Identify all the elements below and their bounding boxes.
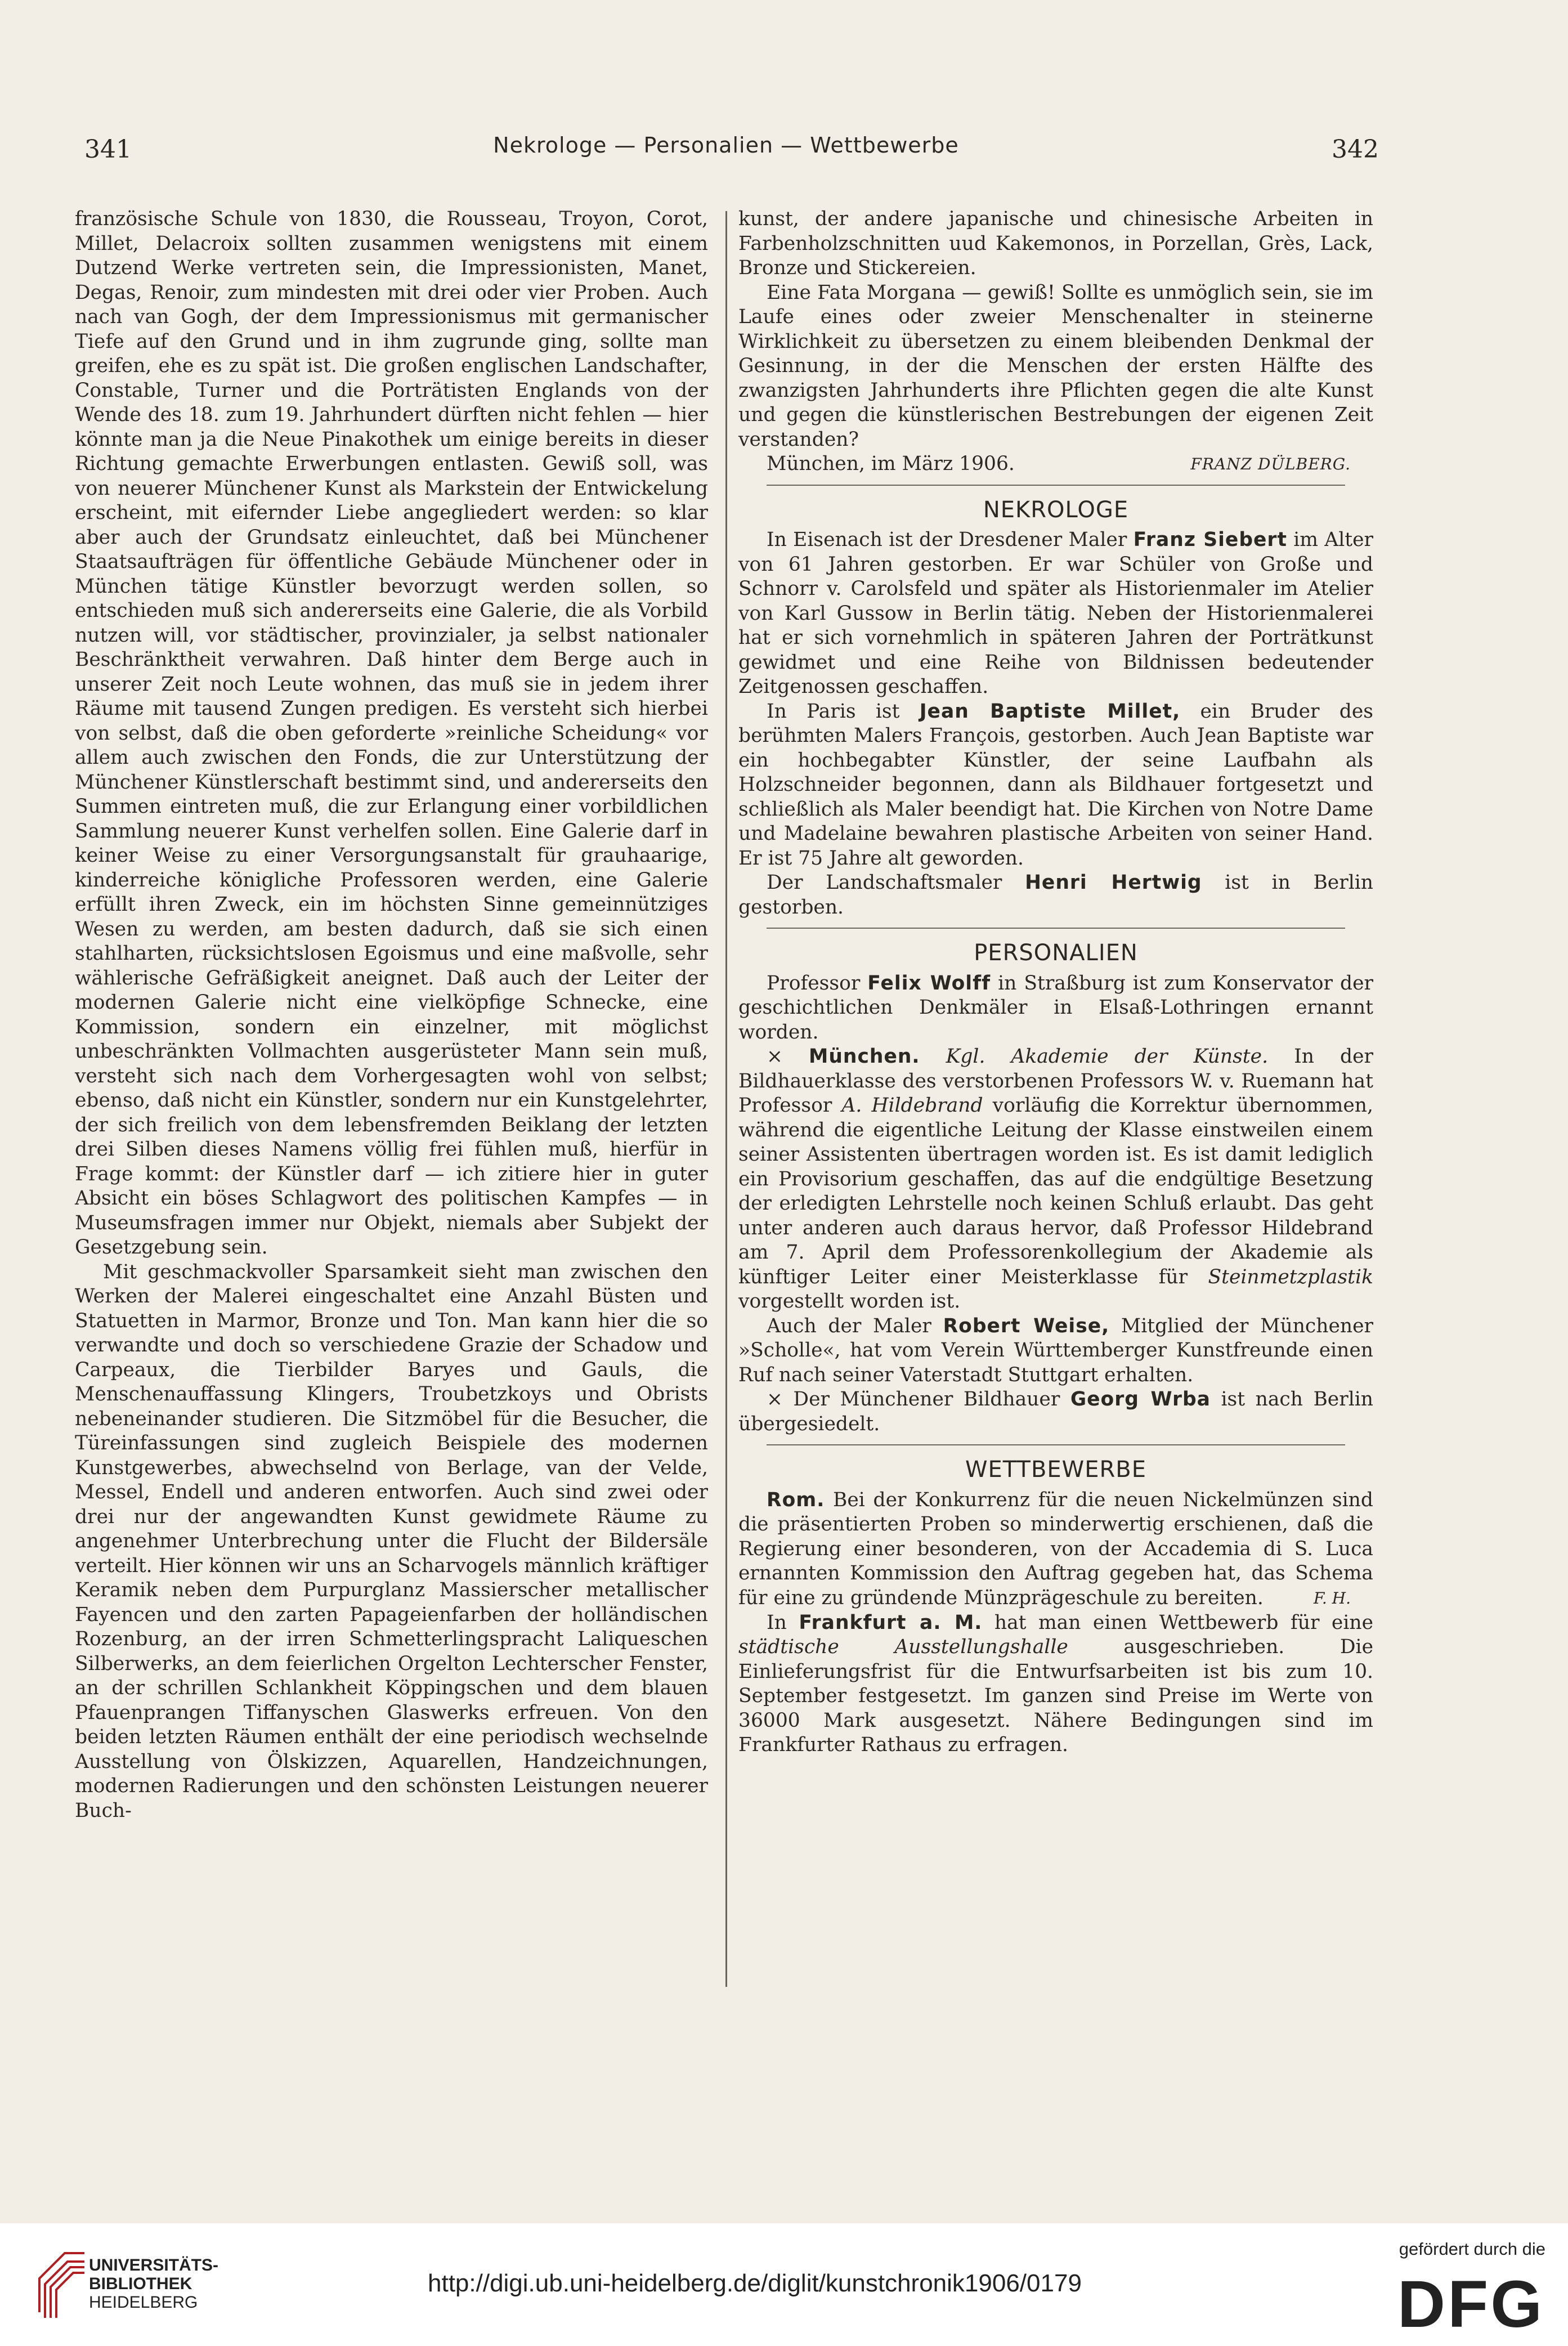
- section-divider: [767, 1444, 1345, 1445]
- person-name: Jean Baptiste Millet,: [919, 700, 1181, 723]
- competition-paragraph: In Frankfurt a. M. hat man einen Wettbewerb für eine städtische Ausstellungshalle ausgeschrieben. Die Einlieferungsfrist für die Entwurfsarbeiten ist bis zum 10. September festgesetzt. Im ganzen sind Preise im Werte von 36000 Mark ausgesetzt. Nähere Bedingungen sind im Frankfurter Rathaus zu erfragen.: [738, 1611, 1373, 1756]
- competition-paragraph: Rom. Bei der Konkurrenz für die neuen Nickelmünzen sind die präsentierten Proben so minderwertig erschienen, daß die Regierung einer besonderen, von der Accademia di S. Luca ernannten Kommission den Auftrag gegeben hat, das Schema für eine zu gründende Münzprägeschule zu bereiten.: [738, 1488, 1373, 1609]
- personalia-paragraph: Auch der Maler Robert Weise, Mitglied der Münchener »Scholle«, hat vom Verein Württemberger Kunstfreunde einen Ruf nach seiner Vaterstadt Stuttgart erhalten.: [738, 1314, 1374, 1386]
- section-divider: [767, 928, 1345, 929]
- body-paragraph: kunst, der andere japanische und chinesische Arbeiten in Farbenholzschnitten uud Kakemonos, in Porzellan, Grès, Lack, Bronze und Stickereien.: [738, 208, 1373, 279]
- digitization-footer: [0, 2223, 1568, 2346]
- person-name: Henri Hertwig: [1025, 871, 1202, 894]
- section-heading-wettbewerbe: WETTBEWERBE: [965, 1457, 1147, 1483]
- dateline: München, im März 1906.: [767, 453, 1015, 475]
- personalia-paragraph: × München. Kgl. Akademie der Künste. In der Bildhauerklasse des verstorbenen Professors W. v. Ruemann hat Professor A. Hildebrand vorläufig die Korrektur übernommen, während die eigentliche Leitung der Klasse einstweilen einem seiner Assistenten übertragen worden ist. Es ist damit lediglich ein Provisorium geschaffen, das auf die endgültige Besetzung der erledigten Lehrstelle noch keinen Schluß erlaubt. Das geht unter anderen auch daraus hervor, daß Professor Hildebrand am 7. April dem Professorenkollegium der Akademie als künftiger Leiter einer Meisterklasse für Steinmetzplastik vorgestellt worden ist.: [738, 1045, 1374, 1313]
- dfg-logo: DFG: [1397, 2267, 1544, 2341]
- author-initials: F. H.: [1313, 1589, 1351, 1608]
- running-title: Nekrologe — Personalien — Wettbewerbe: [493, 133, 959, 158]
- personalia-paragraph: Professor Felix Wolff in Straßburg ist zum Konservator der geschichtlichen Denkmäler in Elsaß-Lothringen ernannt worden.: [738, 971, 1373, 1044]
- right-column: [738, 207, 1373, 1758]
- city-name: Rom.: [767, 1488, 825, 1511]
- section-divider: [767, 485, 1345, 486]
- person-name: Felix Wolff: [867, 971, 991, 995]
- subject-name: Steinmetzplastik: [1208, 1265, 1373, 1288]
- person-name: A. Hildebrand: [841, 1094, 983, 1117]
- city-name: München.: [808, 1045, 920, 1068]
- library-name: UNIVERSITÄTS- BIBLIOTHEK HEIDELBERG: [89, 2256, 219, 2312]
- personalia-paragraph: × Der Münchener Bildhauer Georg Wrba ist nach Berlin übergesiedelt.: [738, 1388, 1373, 1435]
- person-name: Robert Weise,: [943, 1314, 1110, 1337]
- obituary-paragraph: In Eisenach ist der Dresdener Maler Franz Siebert im Alter von 61 Jahren gestorben. Er war Schüler von Große und Schnorr v. Carolsfeld und später als Historienmaler im Atelier von Karl Gussow in Berlin tätig. Neben der Historienmalerei hat er sich vornehmlich in späteren Jahren der Porträtkunst gewidmet und eine Reihe von Bildnissen bedeutender Zeitgenossen geschaffen.: [738, 529, 1373, 698]
- signature-row: [738, 452, 1373, 477]
- section-heading-personalien: PERSONALIEN: [974, 940, 1138, 966]
- column-divider: [725, 211, 727, 1987]
- page-number-right: 342: [1332, 135, 1379, 164]
- city-name: Frankfurt a. M.: [799, 1611, 983, 1634]
- funding-label: gefördert durch die: [1399, 2239, 1545, 2259]
- cross-mark: ×: [767, 1388, 783, 1411]
- permalink[interactable]: http://digi.ub.uni-heidelberg.de/diglit/kunstchronik1906/0179: [428, 2269, 1082, 2297]
- author-signature: FRANZ DÜLBERG.: [1190, 455, 1351, 473]
- page-number-left: 341: [84, 135, 132, 164]
- running-head: [73, 129, 1379, 169]
- cross-mark: ×: [767, 1045, 783, 1068]
- institution-name: Kgl. Akademie der Künste.: [946, 1045, 1269, 1068]
- body-paragraph: französische Schule von 1830, die Rousseau, Troyon, Corot, Millet, Delacroix sollten zusammen wenigstens mit einem Dutzend Werke vertreten sein, die Impressionisten, Manet, Degas, Renoir, zum mindesten mit drei oder vier Proben. Auch nach van Gogh, der dem Impressionismus mit germanischer Tiefe auf den Grund und in ihm zugrunde ging, sollte man greifen, ehe es zu spät ist. Die großen englischen Landschafter, Constable, Turner und die Porträtisten Englands von der Wende des 18. zum 19. Jahrhundert dürften nicht fehlen — hier könnte man ja die Neue Pinakothek um einige bereits in dieser Richtung gemachte Erwerbungen entlasten. Gewiß soll, was von neuerer Münchener Kunst als Markstein der Entwickelung erscheint, mit eifernder Liebe angegliedert werden: so klar aber auch der Grundsatz einleuchtet, daß bei Münchener Staatsaufträgen für öffentliche Gebäude Münchener oder in München tätige Künstler bevorzugt werden sollen, so entschieden muß sich andererseits eine Galerie, die als Vorbild nutzen will, vor städtischer, provinzialer, ja selbst nationaler Beschränktheit verwahren. Daß hinter dem Berge auch in unserer Zeit noch Leute wohnen, das muß sie in jedem ihrer Räume mit tausend Zungen predigen. Es versteht sich hierbei von selbst, daß die oben geforderte »reinliche Scheidung« vor allem auch zwischen den Fonds, die zur Unterstützung der Münchener Künstlerschaft bestimmt sind, und andererseits den Summen eintreten muß, die zur Erlangung einer vorbildlichen Sammlung neuerer Kunst verhelfen sollen. Eine Galerie darf in keiner Weise zu einer Versorgungsanstalt für grauhaarige, kinderreiche königliche Professoren werden, eine Galerie erfüllt ihren Zweck, ein im höchsten Sinne gemeinnütziges Wesen zu werden, am besten dadurch, daß sie sich einen stahlharten, rücksichtslosen Egoismus und eine maßvolle, sehr wählerische Gefräßigkeit aneignet. Daß auch der Leiter der modernen Galerie nicht eine vielköpfige Schnecke, eine Kommission, sondern ein einzelner, mit möglichst unbeschränkten Vollmachten ausgerüsteter Mann sein muß, versteht sich nach dem Vorhergesagten wohl von selbst; ebenso, daß nicht ein Künstler, sondern nur ein Kunstgelehrter, der sich freilich von dem lebensfremden Beiklang der letzten drei Silben dieses Namens völlig frei fühlen muß, hierfür in Frage kommt: der Künstler darf — ich zitiere hier in guter Absicht ein böses Schlagwort des politischen Kampfes — in Museumsfragen immer nur Objekt, niemals aber Subjekt der Gesetzgebung sein.: [75, 208, 708, 1259]
- body-paragraph: Eine Fata Morgana — gewiß! Sollte es unmöglich sein, sie im Laufe eines oder zweier Menschenalter in steinerne Wirklichkeit zu übersetzen zu einem bleibenden Denkmal der Gesinnung, in der die Menschen der ersten Hälfte des zwanzigsten Jahrhunderts ihre Pflichten gegen die alte Kunst und gegen die künstlerischen Bestrebungen der eigenen Zeit verstanden?: [738, 281, 1373, 451]
- left-column: [75, 207, 708, 1823]
- obituary-paragraph: Der Landschaftsmaler Henri Hertwig ist in Berlin gestorben.: [738, 871, 1374, 919]
- obituary-paragraph: In Paris ist Jean Baptiste Millet, ein Bruder des berühmten Malers François, gestorben. Auch Jean Baptiste war ein hochbegabter Künstler, der seine Laufbahn als Holzschneider begonnen, dann als Bildhauer fortgesetzt und schließlich als Maler beendigt hat. Die Kirchen von Notre Dame und Madelaine bewahren plastische Arbeiten von seiner Hand. Er ist 75 Jahre alt geworden.: [738, 700, 1373, 870]
- person-name: Georg Wrba: [1070, 1388, 1211, 1411]
- section-heading-nekrologe: NEKROLOGE: [983, 496, 1129, 523]
- person-name: Franz Siebert: [1133, 529, 1287, 551]
- subject-name: städtische Ausstellungshalle: [738, 1636, 1068, 1658]
- body-paragraph: Mit geschmackvoller Sparsamkeit sieht man zwischen den Werken der Malerei eingeschaltet eine Anzahl Büsten und Statuetten in Marmor, Bronze und Ton. Man kann hier die so verwandte und doch so verschiedene Grazie der Schadow und Carpeaux, die Tierbilder Baryes und Gauls, die Menschenauffassung Klingers, Troubetzkoys und Obrists nebeneinander studieren. Die Sitzmöbel für die Besucher, die Türeinfassungen sind zugleich Beispiele des modernen Kunstgewerbes, abwechselnd von Berlage, van der Velde, Messel, Endell und anderen entworfen. Auch sind zwei oder drei nur der angewandten Kunst gewidmete Räume zu angenehmer Unterbrechung unter die Flucht der Bildersäle verteilt. Hier können wir uns an Scharvogels männlich kräftiger Keramik neben dem Purpurglanz Massierscher metallischer Fayencen und den zarten Papageienfarben der holländischen Rozenburg, an der irren Schmetterlingspracht Laliqueschen Silberwerks, an dem feierlichen Orgelton Lechterscher Fenster, an der schrillen Schlankheit Köppingschen und dem blauen Pfauenprangen Tiffanyschen Glaswerks erfreuen. Von den beiden letzten Räumen enthält der eine periodisch wechselnde Ausstellung von Ölskizzen, Aquarellen, Handzeichnungen, modernen Radierungen und den schönsten Leistungen neuerer Buch-: [75, 1260, 708, 1822]
